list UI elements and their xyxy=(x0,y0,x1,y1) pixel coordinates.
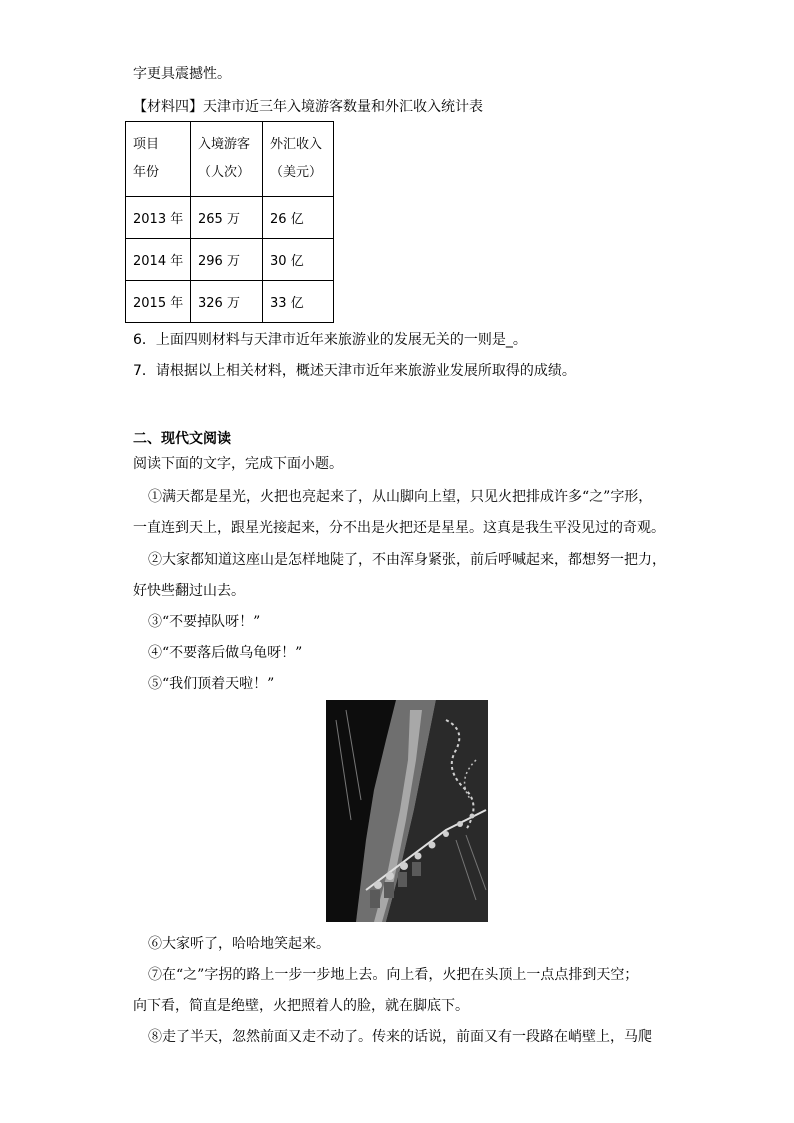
top-fragment-text: 字更具震撼性。 xyxy=(133,66,231,82)
income-cell: 30 亿 xyxy=(263,239,334,281)
paragraph-3: ③“不要掉队呀！” xyxy=(148,614,261,630)
paragraph-2-line-2: 好快些翻过山去。 xyxy=(133,583,245,599)
income-cell: 26 亿 xyxy=(263,197,334,239)
visitors-cell: 265 万 xyxy=(191,197,263,239)
paragraph-5: ⑤“我们顶着天啦！” xyxy=(148,676,275,692)
paragraph-1-line-2: 一直连到天上，跟星光接起来，分不出是火把还是星星。这真是我生平没见过的奇观。 xyxy=(133,520,665,536)
year-cell: 2015 年 xyxy=(126,281,191,323)
paragraph-4: ④“不要落后做乌龟呀！” xyxy=(148,645,303,661)
section-2-instruction: 阅读下面的文字，完成下面小题。 xyxy=(133,456,343,472)
paragraph-6: ⑥大家听了，哈哈地笑起来。 xyxy=(148,936,330,952)
header-cell-visitors: 入境游客 （人次） xyxy=(191,122,263,197)
paragraph-7-line-1: ⑦在“之”字拐的路上一步一步地上去。向上看，火把在头顶上一点点排到天空； xyxy=(148,967,639,983)
visitors-cell: 296 万 xyxy=(191,239,263,281)
section-2-title: 二、现代文阅读 xyxy=(133,431,231,447)
table-header-row xyxy=(126,122,334,197)
table-row xyxy=(126,239,334,281)
income-cell: 33 亿 xyxy=(263,281,334,323)
question-7: 7．请根据以上相关材料，概述天津市近年来旅游业发展所取得的成绩。 xyxy=(133,363,576,379)
table-row xyxy=(126,281,334,323)
paragraph-7-line-2: 向下看，简直是绝壁，火把照着人的脸，就在脚底下。 xyxy=(133,998,469,1014)
tourism-stats-table xyxy=(125,121,334,323)
visitors-cell: 326 万 xyxy=(191,281,263,323)
paragraph-2-line-1: ②大家都知道这座山是怎样地陡了，不由浑身紧张，前后呼喊起来，都想努一把力， xyxy=(148,552,666,568)
year-cell: 2013 年 xyxy=(126,197,191,239)
question-6: 6．上面四则材料与天津市近年来旅游业的发展无关的一则是_。 xyxy=(133,332,527,348)
material4-title: 【材料四】天津市近三年入境游客数量和外汇收入统计表 xyxy=(133,99,483,115)
header-cell-income: 外汇收入 （美元） xyxy=(263,122,334,197)
table-row xyxy=(126,197,334,239)
paragraph-8-line-1: ⑧走了半天，忽然前面又走不动了。传来的话说，前面又有一段路在峭壁上，马爬 xyxy=(148,1029,652,1045)
paragraph-1-line-1: ①满天都是星光，火把也亮起来了，从山脚向上望，只见火把排成许多“之”字形， xyxy=(148,489,653,505)
year-cell: 2014 年 xyxy=(126,239,191,281)
mountain-torchlight-illustration xyxy=(326,700,488,922)
header-cell-item-year: 项目 年份 xyxy=(126,122,191,197)
illustration-drawing xyxy=(326,700,488,922)
